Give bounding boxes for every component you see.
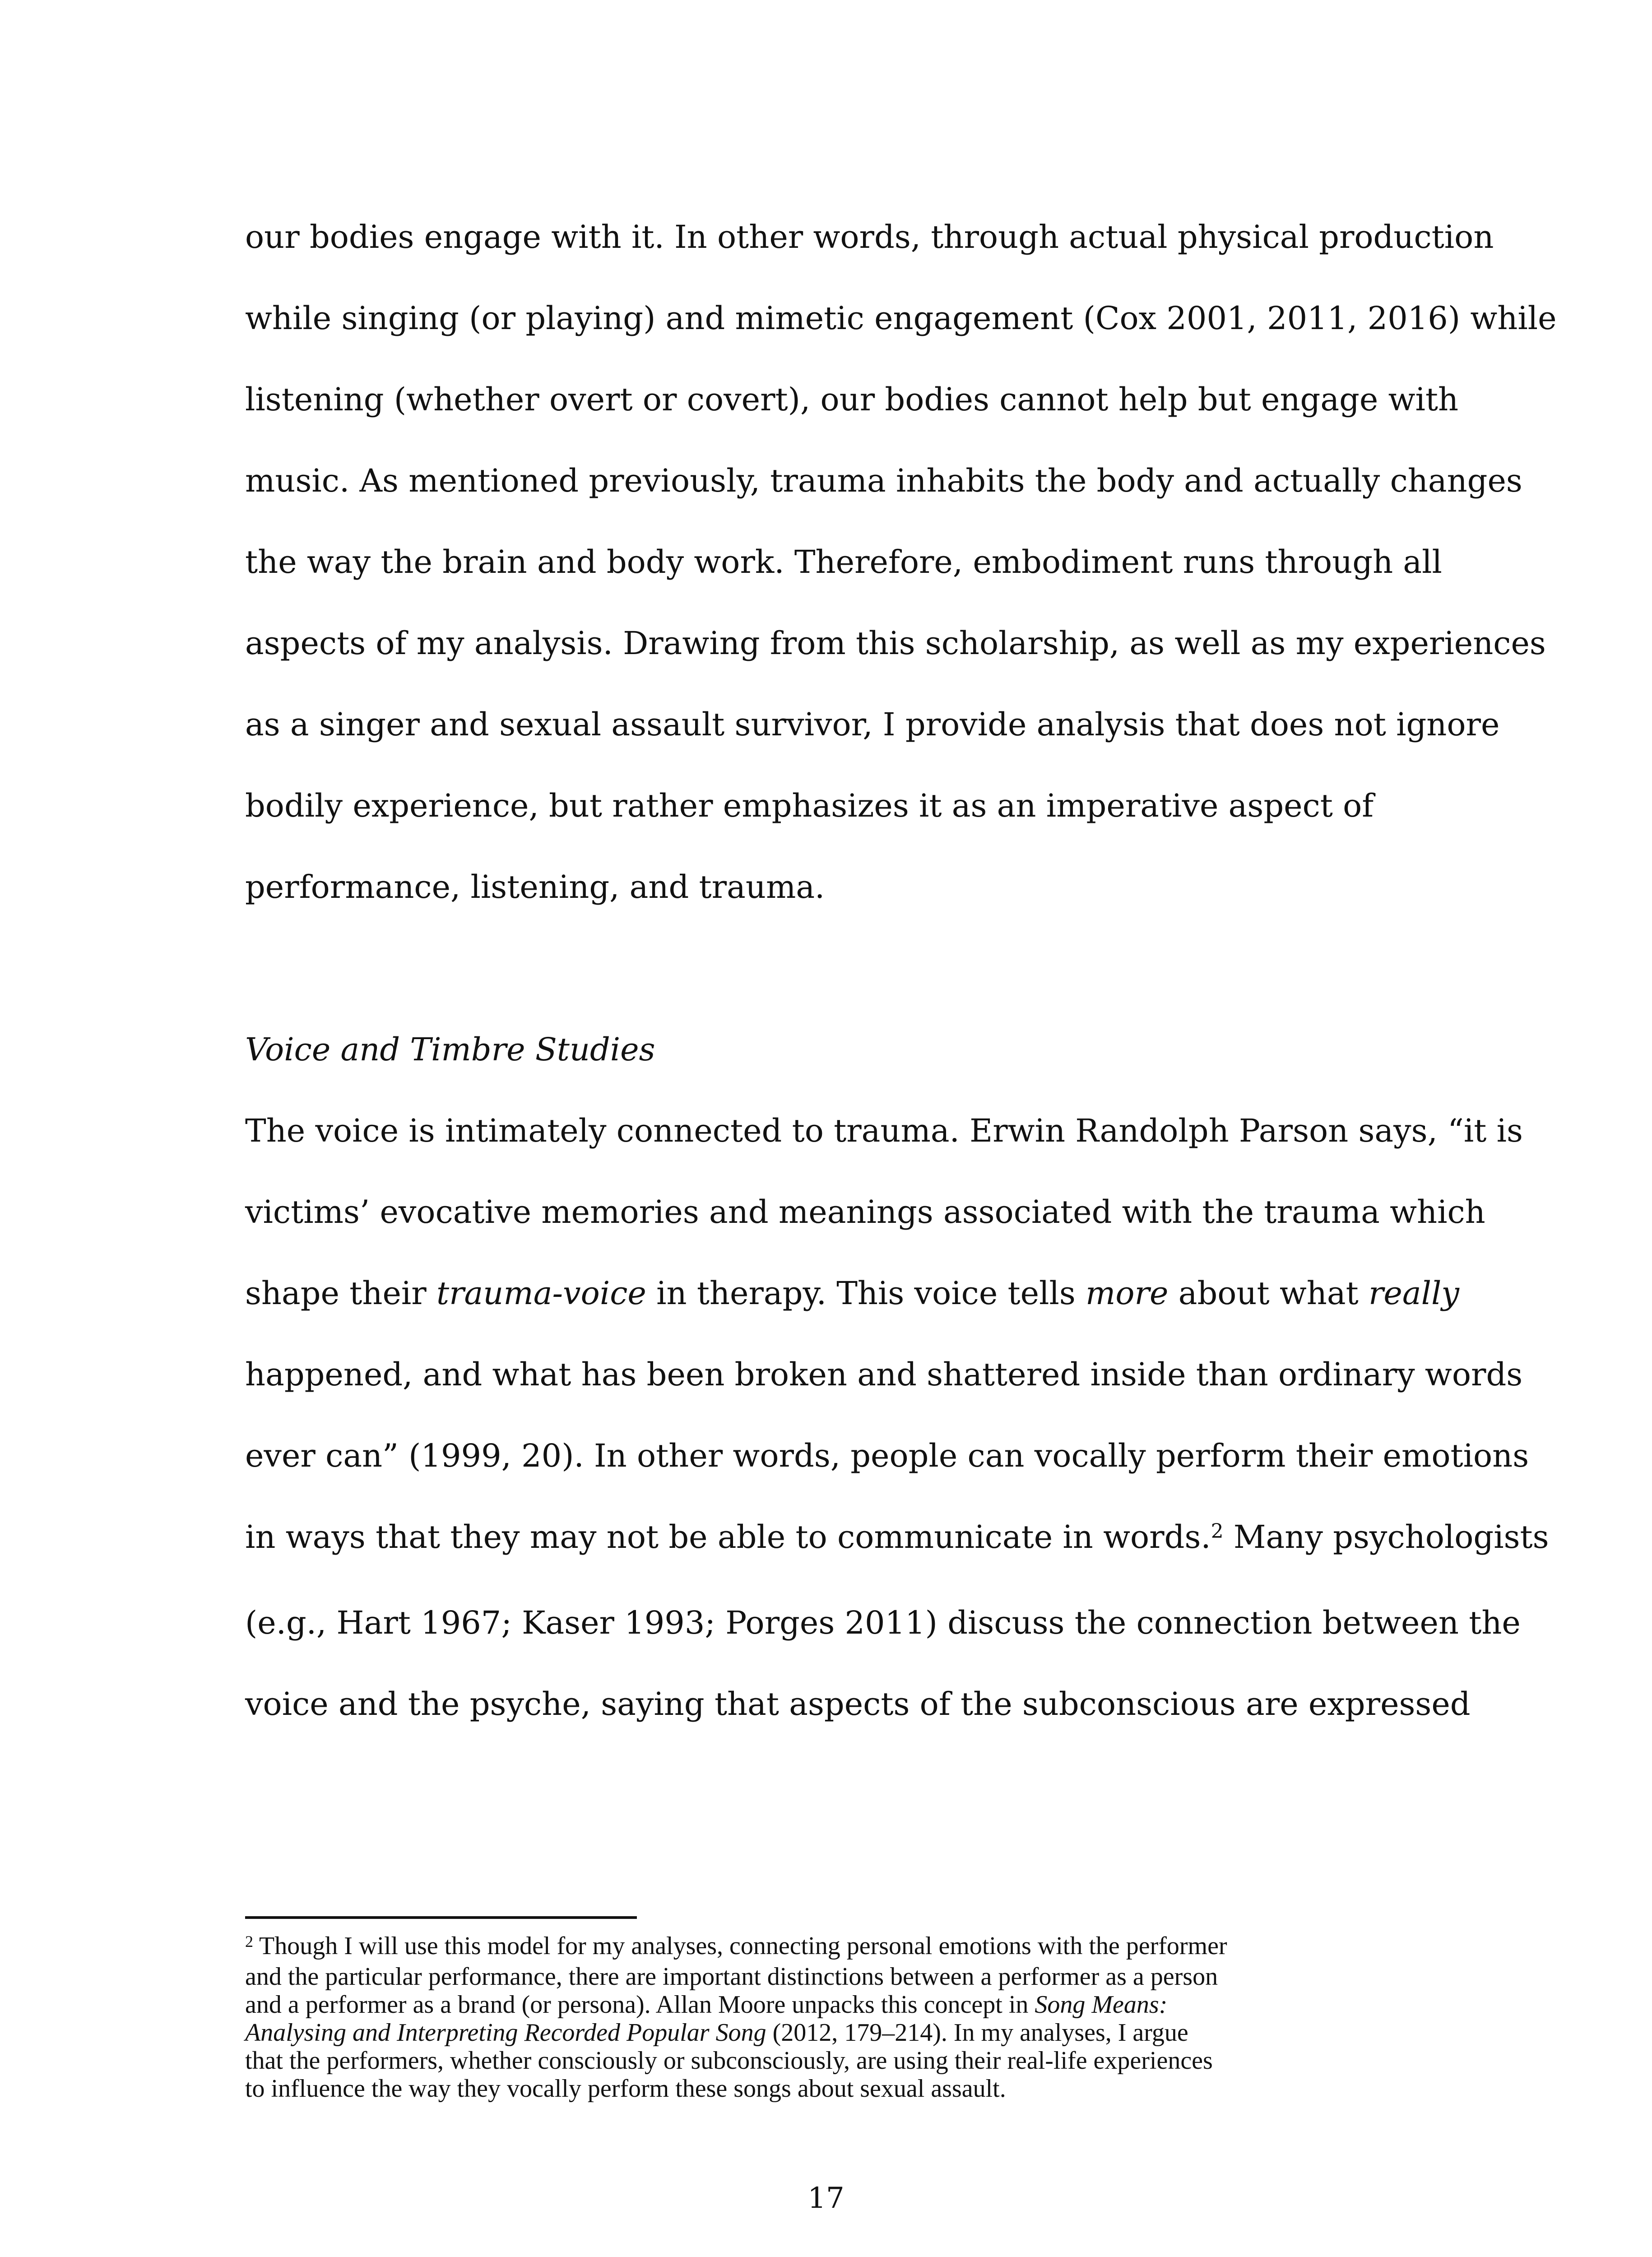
footnote-line	[245, 1991, 1419, 2019]
footnote-number: 2	[245, 1932, 253, 1950]
text-line: while singing (or playing) and mimetic engagement (Cox 2001, 2011, 2016) while	[245, 300, 1557, 337]
body-paragraph-2	[245, 1090, 1549, 1745]
body-paragraph-1	[245, 196, 1557, 928]
text-line: happened, and what has been broken and shattered inside than ordinary words	[245, 1356, 1523, 1393]
text-line: The voice is intimately connected to trauma. Erwin Randolph Parson says, “it is	[245, 1112, 1523, 1149]
footnote-separator	[245, 1916, 637, 1919]
text-line: our bodies engage with it. In other words, through actual physical production	[245, 218, 1494, 255]
italic-title: Song Means:	[1035, 1991, 1168, 2019]
text-run: about what	[1168, 1275, 1369, 1312]
italic-term: more	[1086, 1275, 1169, 1312]
footnote-line: that the performers, whether consciously or subconsciously, are using their real-life experiences	[245, 2047, 1213, 2075]
text-run: shape their	[245, 1275, 436, 1312]
text-line: music. As mentioned previously, trauma inhabits the body and actually changes	[245, 462, 1522, 499]
footnote	[245, 1932, 1419, 2103]
text-line: voice and the psyche, saying that aspects of the subconscious are expressed	[245, 1686, 1471, 1723]
text-line: victims’ evocative memories and meanings associated with the trauma which	[245, 1194, 1485, 1231]
text-run: (2012, 179–214). In my analyses, I argue	[766, 2019, 1188, 2047]
footnote-line: and the particular performance, there are important distinctions between a performer as a person	[245, 1963, 1218, 1991]
text-line	[245, 1253, 1459, 1334]
text-run: in therapy. This voice tells	[646, 1275, 1086, 1312]
footnote-line	[245, 1932, 1419, 1963]
text-run: and a performer as a brand (or persona). Allan Moore unpacks this concept in	[245, 1991, 1035, 2019]
footnote-reference[interactable]: 2	[1211, 1520, 1224, 1543]
text-run: in ways that they may not be able to communicate in words.	[245, 1519, 1211, 1556]
section-heading: Voice and Timbre Studies	[245, 1031, 655, 1068]
text-line: ever can” (1999, 20). In other words, people can vocally perform their emotions	[245, 1437, 1529, 1474]
italic-term: trauma-voice	[436, 1275, 646, 1312]
footnote-line: to influence the way they vocally perform these songs about sexual assault.	[245, 2075, 1006, 2103]
text-line	[245, 1496, 1549, 1582]
text-line: aspects of my analysis. Drawing from this scholarship, as well as my experiences	[245, 625, 1546, 662]
italic-title: Analysing and Interpreting Recorded Popular Song	[245, 2019, 766, 2047]
footnote-line	[245, 2019, 1419, 2047]
text-line: the way the brain and body work. Therefore, embodiment runs through all	[245, 543, 1442, 581]
text-line: listening (whether overt or covert), our bodies cannot help but engage with	[245, 381, 1459, 418]
text-line: as a singer and sexual assault survivor, I provide analysis that does not ignore	[245, 706, 1500, 743]
page-number: 17	[807, 2182, 845, 2215]
text-line: performance, listening, and trauma.	[245, 868, 825, 906]
text-run: Many psychologists	[1223, 1519, 1549, 1556]
text-line: (e.g., Hart 1967; Kaser 1993; Porges 2011) discuss the connection between the	[245, 1604, 1521, 1641]
text-line: bodily experience, but rather emphasizes it as an imperative aspect of	[245, 787, 1374, 824]
italic-term: really	[1368, 1275, 1459, 1312]
text-run: Though I will use this model for my analyses, connecting personal emotions with the performer	[253, 1932, 1227, 1960]
